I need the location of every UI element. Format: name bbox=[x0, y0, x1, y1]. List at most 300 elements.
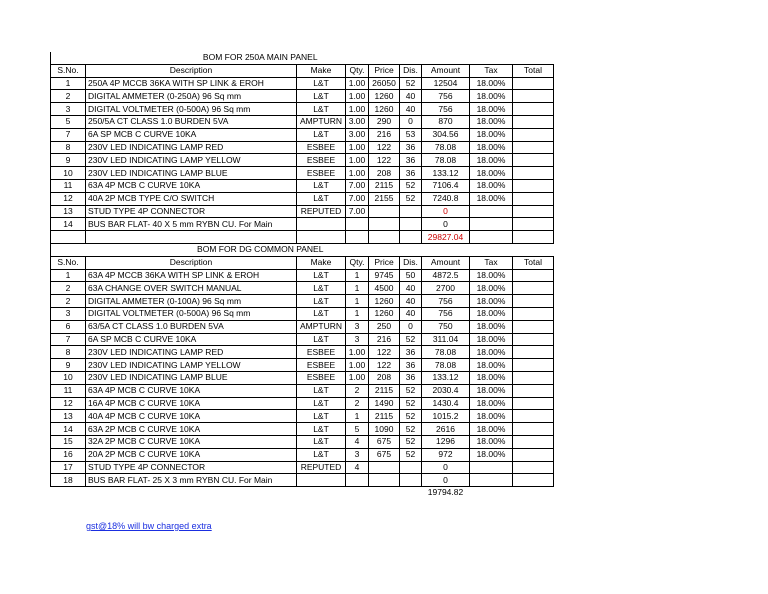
table-cell bbox=[513, 141, 554, 154]
table-cell: 18.00% bbox=[470, 371, 513, 384]
table-cell: 78.08 bbox=[422, 154, 470, 167]
table-cell: 52 bbox=[400, 192, 422, 205]
table-cell: 14 bbox=[51, 423, 86, 436]
table-row bbox=[51, 115, 554, 128]
table-cell bbox=[369, 474, 400, 487]
table-cell bbox=[470, 231, 513, 244]
table-cell: 18.00% bbox=[470, 179, 513, 192]
table-cell: 18.00% bbox=[470, 384, 513, 397]
table-cell: L&T bbox=[297, 384, 346, 397]
table-cell: 3 bbox=[346, 320, 369, 333]
table-cell: 1260 bbox=[369, 295, 400, 308]
table-cell: 4 bbox=[346, 461, 369, 474]
table-cell: 5 bbox=[346, 423, 369, 436]
table-cell: 1490 bbox=[369, 397, 400, 410]
column-header: S.No. bbox=[51, 256, 86, 269]
table-cell: 2700 bbox=[422, 282, 470, 295]
column-header: Price bbox=[369, 256, 400, 269]
table-cell bbox=[513, 359, 554, 372]
table-cell: 18.00% bbox=[470, 423, 513, 436]
table-cell: L&T bbox=[297, 269, 346, 282]
table-cell: 32A 2P MCB C CURVE 10KA bbox=[86, 435, 297, 448]
main-panel-header-row bbox=[51, 64, 554, 77]
table-cell: 9 bbox=[51, 154, 86, 167]
table-cell: 230V LED INDICATING LAMP BLUE bbox=[86, 371, 297, 384]
table-cell bbox=[297, 218, 346, 231]
table-cell: 7.00 bbox=[346, 205, 369, 218]
table-row bbox=[51, 384, 554, 397]
table-cell: DIGITAL AMMETER (0-250A) 96 Sq mm bbox=[86, 90, 297, 103]
main-panel-title-row bbox=[51, 52, 554, 64]
table-cell bbox=[513, 192, 554, 205]
table-cell: 216 bbox=[369, 128, 400, 141]
table-row bbox=[51, 77, 554, 90]
table-cell bbox=[346, 474, 369, 487]
table-cell: 2115 bbox=[369, 410, 400, 423]
table-cell: REPUTED bbox=[297, 461, 346, 474]
table-cell: L&T bbox=[297, 435, 346, 448]
column-header: Total bbox=[513, 256, 554, 269]
table-row bbox=[51, 269, 554, 282]
table-cell: 1.00 bbox=[346, 141, 369, 154]
dg-panel-total: 19794.82 bbox=[427, 487, 464, 498]
main-panel-title: BOM FOR 250A MAIN PANEL bbox=[51, 52, 470, 64]
table-cell: 1090 bbox=[369, 423, 400, 436]
table-cell bbox=[513, 154, 554, 167]
table-cell: 78.08 bbox=[422, 346, 470, 359]
table-cell: 18.00% bbox=[470, 90, 513, 103]
table-cell: 5 bbox=[51, 115, 86, 128]
table-cell: 6A SP MCB C CURVE 10KA bbox=[86, 333, 297, 346]
spacer-cell bbox=[470, 243, 513, 256]
table-row bbox=[51, 397, 554, 410]
table-cell: 230V LED INDICATING LAMP RED bbox=[86, 141, 297, 154]
column-header: S.No. bbox=[51, 64, 86, 77]
table-cell: 78.08 bbox=[422, 141, 470, 154]
table-cell: 1 bbox=[346, 269, 369, 282]
column-header: Make bbox=[297, 64, 346, 77]
table-cell: 18.00% bbox=[470, 269, 513, 282]
table-cell bbox=[513, 103, 554, 116]
table-cell: 0 bbox=[422, 474, 470, 487]
table-cell: 0 bbox=[400, 320, 422, 333]
table-cell: 18.00% bbox=[470, 307, 513, 320]
table-cell: 78.08 bbox=[422, 359, 470, 372]
table-cell: 250/5A CT CLASS 1.0 BURDEN 5VA bbox=[86, 115, 297, 128]
dg-panel-total-row bbox=[51, 487, 554, 499]
bom-table bbox=[50, 52, 554, 499]
table-cell: 1 bbox=[346, 410, 369, 423]
table-cell: 1 bbox=[51, 77, 86, 90]
table-row bbox=[51, 333, 554, 346]
table-cell: 53 bbox=[400, 128, 422, 141]
table-cell: 0 bbox=[422, 461, 470, 474]
table-cell bbox=[400, 461, 422, 474]
table-cell: STUD TYPE 4P CONNECTOR bbox=[86, 205, 297, 218]
table-cell: 230V LED INDICATING LAMP YELLOW bbox=[86, 359, 297, 372]
table-cell: 675 bbox=[369, 448, 400, 461]
table-cell: 18.00% bbox=[470, 128, 513, 141]
table-cell: 10 bbox=[51, 371, 86, 384]
table-cell: 756 bbox=[422, 103, 470, 116]
table-cell: 9 bbox=[51, 359, 86, 372]
table-cell bbox=[297, 487, 346, 499]
table-cell: DIGITAL VOLTMETER (0-500A) 96 Sq mm bbox=[86, 103, 297, 116]
table-cell: 0 bbox=[422, 218, 470, 231]
table-cell: 1 bbox=[346, 307, 369, 320]
table-cell: L&T bbox=[297, 77, 346, 90]
main-panel-total: 29827.04 bbox=[422, 231, 470, 244]
table-cell: 250A 4P MCCB 36KA WITH SP LINK & EROH bbox=[86, 77, 297, 90]
table-cell: 10 bbox=[51, 167, 86, 180]
table-cell: 6 bbox=[51, 320, 86, 333]
table-cell: 2 bbox=[51, 282, 86, 295]
table-cell: 304.56 bbox=[422, 128, 470, 141]
table-row bbox=[51, 371, 554, 384]
table-cell bbox=[513, 218, 554, 231]
table-cell bbox=[513, 371, 554, 384]
main-panel-total-row bbox=[51, 231, 554, 244]
table-cell: 36 bbox=[400, 359, 422, 372]
table-cell: 1.00 bbox=[346, 359, 369, 372]
table-cell: 12 bbox=[51, 192, 86, 205]
table-cell: ESBEE bbox=[297, 141, 346, 154]
table-cell: AMPTURN bbox=[297, 115, 346, 128]
table-cell: 0 bbox=[400, 115, 422, 128]
table-cell: 63A CHANGE OVER SWITCH MANUAL bbox=[86, 282, 297, 295]
table-cell: 18.00% bbox=[470, 410, 513, 423]
table-cell bbox=[346, 487, 369, 499]
table-cell bbox=[400, 474, 422, 487]
table-cell: 18 bbox=[51, 474, 86, 487]
table-cell: 756 bbox=[422, 307, 470, 320]
table-cell: 7.00 bbox=[346, 179, 369, 192]
table-cell: 63A 2P MCB C CURVE 10KA bbox=[86, 423, 297, 436]
table-cell bbox=[400, 231, 422, 244]
table-cell: 52 bbox=[400, 435, 422, 448]
table-cell bbox=[513, 410, 554, 423]
table-row bbox=[51, 295, 554, 308]
table-cell: 18.00% bbox=[470, 333, 513, 346]
table-cell: 0 bbox=[422, 205, 470, 218]
table-cell bbox=[51, 231, 86, 244]
table-cell: 3 bbox=[346, 333, 369, 346]
table-cell: 11 bbox=[51, 179, 86, 192]
table-cell: 13 bbox=[51, 410, 86, 423]
table-cell: 750 bbox=[422, 320, 470, 333]
table-cell: 17 bbox=[51, 461, 86, 474]
table-cell: L&T bbox=[297, 333, 346, 346]
table-cell: 1015.2 bbox=[422, 410, 470, 423]
table-cell bbox=[400, 218, 422, 231]
table-cell bbox=[513, 90, 554, 103]
table-cell: ESBEE bbox=[297, 371, 346, 384]
table-cell: 2 bbox=[51, 295, 86, 308]
column-header: Tax bbox=[470, 256, 513, 269]
table-row bbox=[51, 435, 554, 448]
spacer-cell bbox=[513, 243, 554, 256]
table-cell: 1.00 bbox=[346, 90, 369, 103]
column-header: Qty. bbox=[346, 256, 369, 269]
table-cell: 12 bbox=[51, 397, 86, 410]
table-cell bbox=[513, 307, 554, 320]
table-cell: BUS BAR FLAT- 25 X 3 mm RYBN CU. For Main bbox=[86, 474, 297, 487]
table-row bbox=[51, 141, 554, 154]
table-cell: 2115 bbox=[369, 179, 400, 192]
column-header: Dis. bbox=[400, 256, 422, 269]
table-cell bbox=[513, 474, 554, 487]
table-cell: 40 bbox=[400, 90, 422, 103]
table-cell: 756 bbox=[422, 295, 470, 308]
table-cell: 63A 4P MCB C CURVE 10KA bbox=[86, 179, 297, 192]
table-cell: 18.00% bbox=[470, 77, 513, 90]
table-cell: 40A 4P MCB C CURVE 10KA bbox=[86, 410, 297, 423]
table-cell: 52 bbox=[400, 410, 422, 423]
table-cell: 8 bbox=[51, 141, 86, 154]
table-cell bbox=[513, 487, 554, 499]
table-cell: 1.00 bbox=[346, 77, 369, 90]
table-cell: 18.00% bbox=[470, 154, 513, 167]
table-cell: 52 bbox=[400, 77, 422, 90]
column-header: Price bbox=[369, 64, 400, 77]
table-cell bbox=[513, 448, 554, 461]
table-cell bbox=[513, 384, 554, 397]
table-cell: DIGITAL AMMETER (0-100A) 96 Sq mm bbox=[86, 295, 297, 308]
table-cell bbox=[86, 231, 297, 244]
table-cell: 36 bbox=[400, 371, 422, 384]
table-cell: 133.12 bbox=[422, 371, 470, 384]
table-cell: 2 bbox=[346, 384, 369, 397]
table-cell: 7.00 bbox=[346, 192, 369, 205]
table-row bbox=[51, 359, 554, 372]
table-cell: 11 bbox=[51, 384, 86, 397]
table-cell: 2 bbox=[51, 90, 86, 103]
table-cell: 1430.4 bbox=[422, 397, 470, 410]
table-cell: 3.00 bbox=[346, 115, 369, 128]
table-cell: 40 bbox=[400, 295, 422, 308]
table-cell: AMPTURN bbox=[297, 320, 346, 333]
table-cell: 2030.4 bbox=[422, 384, 470, 397]
table-cell: 3.00 bbox=[346, 128, 369, 141]
table-cell: 18.00% bbox=[470, 346, 513, 359]
table-cell bbox=[470, 461, 513, 474]
table-cell: 16A 4P MCB C CURVE 10KA bbox=[86, 397, 297, 410]
table-cell: 2616 bbox=[422, 423, 470, 436]
table-cell: 2115 bbox=[369, 384, 400, 397]
table-cell: 18.00% bbox=[470, 115, 513, 128]
table-cell: 26050 bbox=[369, 77, 400, 90]
table-cell: 36 bbox=[400, 167, 422, 180]
table-cell: 18.00% bbox=[470, 282, 513, 295]
table-cell bbox=[513, 231, 554, 244]
table-row bbox=[51, 103, 554, 116]
column-header: Amount bbox=[422, 64, 470, 77]
table-cell: 36 bbox=[400, 154, 422, 167]
table-cell: 4500 bbox=[369, 282, 400, 295]
table-row bbox=[51, 154, 554, 167]
table-cell bbox=[346, 231, 369, 244]
table-row bbox=[51, 410, 554, 423]
table-cell: 870 bbox=[422, 115, 470, 128]
table-cell bbox=[513, 77, 554, 90]
table-cell: 63/5A CT CLASS 1.0 BURDEN 5VA bbox=[86, 320, 297, 333]
column-header: Description bbox=[86, 256, 297, 269]
column-header: Description bbox=[86, 64, 297, 77]
column-header: Amount bbox=[422, 256, 470, 269]
column-header: Qty. bbox=[346, 64, 369, 77]
table-cell: L&T bbox=[297, 103, 346, 116]
table-cell: L&T bbox=[297, 282, 346, 295]
table-cell: 2155 bbox=[369, 192, 400, 205]
table-cell: 1 bbox=[346, 295, 369, 308]
table-cell: REPUTED bbox=[297, 205, 346, 218]
table-row bbox=[51, 192, 554, 205]
column-header: Tax bbox=[470, 64, 513, 77]
table-cell: 1.00 bbox=[346, 167, 369, 180]
table-cell bbox=[513, 320, 554, 333]
table-cell bbox=[513, 128, 554, 141]
table-cell: BUS BAR FLAT- 40 X 5 mm RYBN CU. For Main bbox=[86, 218, 297, 231]
table-cell: ESBEE bbox=[297, 167, 346, 180]
table-cell: 52 bbox=[400, 333, 422, 346]
table-cell: 208 bbox=[369, 371, 400, 384]
table-cell: 8 bbox=[51, 346, 86, 359]
table-cell: 18.00% bbox=[470, 103, 513, 116]
table-cell: 12504 bbox=[422, 77, 470, 90]
table-cell: 18.00% bbox=[470, 397, 513, 410]
table-cell bbox=[369, 205, 400, 218]
table-row bbox=[51, 167, 554, 180]
table-cell: 7 bbox=[51, 128, 86, 141]
column-header: Dis. bbox=[400, 64, 422, 77]
table-row bbox=[51, 128, 554, 141]
table-cell: 63A 4P MCB C CURVE 10KA bbox=[86, 384, 297, 397]
table-cell: 50 bbox=[400, 269, 422, 282]
table-cell bbox=[51, 487, 86, 499]
table-cell: L&T bbox=[297, 90, 346, 103]
table-cell bbox=[369, 487, 400, 499]
table-cell: 13 bbox=[51, 205, 86, 218]
table-row bbox=[51, 461, 554, 474]
table-cell: STUD TYPE 4P CONNECTOR bbox=[86, 461, 297, 474]
table-cell bbox=[470, 218, 513, 231]
table-cell: 18.00% bbox=[470, 448, 513, 461]
table-cell: 3 bbox=[51, 103, 86, 116]
table-cell: 122 bbox=[369, 359, 400, 372]
table-row bbox=[51, 320, 554, 333]
table-cell: 216 bbox=[369, 333, 400, 346]
table-cell: 40 bbox=[400, 307, 422, 320]
table-cell: 52 bbox=[400, 384, 422, 397]
column-header: Make bbox=[297, 256, 346, 269]
table-cell: DIGITAL VOLTMETER (0-500A) 96 Sq mm bbox=[86, 307, 297, 320]
table-cell bbox=[369, 231, 400, 244]
table-cell: 1 bbox=[51, 269, 86, 282]
table-cell: 230V LED INDICATING LAMP YELLOW bbox=[86, 154, 297, 167]
table-cell bbox=[297, 231, 346, 244]
table-cell: 230V LED INDICATING LAMP BLUE bbox=[86, 167, 297, 180]
table-cell: 122 bbox=[369, 154, 400, 167]
table-cell: 122 bbox=[369, 346, 400, 359]
table-cell: 6A SP MCB C CURVE 10KA bbox=[86, 128, 297, 141]
table-cell bbox=[400, 487, 422, 499]
table-cell: 16 bbox=[51, 448, 86, 461]
table-cell: 20A 2P MCB C CURVE 10KA bbox=[86, 448, 297, 461]
table-cell bbox=[513, 435, 554, 448]
table-cell bbox=[513, 115, 554, 128]
table-cell: 7106.4 bbox=[422, 179, 470, 192]
table-row bbox=[51, 448, 554, 461]
table-cell bbox=[513, 397, 554, 410]
dg-panel-title: BOM FOR DG COMMON PANEL bbox=[51, 243, 470, 256]
table-cell: ESBEE bbox=[297, 346, 346, 359]
table-cell bbox=[513, 179, 554, 192]
gst-note-link[interactable]: gst@18% will bw charged extra bbox=[86, 521, 212, 531]
table-cell: ESBEE bbox=[297, 154, 346, 167]
table-cell: 40 bbox=[400, 282, 422, 295]
table-cell: 40 bbox=[400, 103, 422, 116]
table-cell bbox=[513, 282, 554, 295]
table-cell: 18.00% bbox=[470, 141, 513, 154]
table-cell: 1 bbox=[346, 282, 369, 295]
table-cell bbox=[513, 423, 554, 436]
table-cell: 36 bbox=[400, 141, 422, 154]
table-cell: 1.00 bbox=[346, 154, 369, 167]
table-cell: 2 bbox=[346, 397, 369, 410]
table-row bbox=[51, 218, 554, 231]
table-row bbox=[51, 90, 554, 103]
table-cell: 290 bbox=[369, 115, 400, 128]
table-cell: 972 bbox=[422, 448, 470, 461]
table-cell bbox=[513, 295, 554, 308]
table-cell: 311.04 bbox=[422, 333, 470, 346]
table-cell: 18.00% bbox=[470, 167, 513, 180]
dg-panel-title-row bbox=[51, 243, 554, 256]
table-cell: 18.00% bbox=[470, 359, 513, 372]
table-cell bbox=[513, 269, 554, 282]
table-cell: 1.00 bbox=[346, 103, 369, 116]
table-cell: 1260 bbox=[369, 307, 400, 320]
bom-sheet bbox=[50, 52, 554, 499]
table-cell: ESBEE bbox=[297, 359, 346, 372]
table-row bbox=[51, 474, 554, 487]
table-cell bbox=[369, 218, 400, 231]
table-cell: 36 bbox=[400, 346, 422, 359]
table-cell bbox=[513, 205, 554, 218]
table-cell: 133.12 bbox=[422, 167, 470, 180]
table-cell: 18.00% bbox=[470, 320, 513, 333]
table-cell: 52 bbox=[400, 397, 422, 410]
table-cell: L&T bbox=[297, 410, 346, 423]
table-cell: 3 bbox=[346, 448, 369, 461]
table-cell: 52 bbox=[400, 179, 422, 192]
table-cell: L&T bbox=[297, 192, 346, 205]
table-cell: L&T bbox=[297, 448, 346, 461]
table-cell: 230V LED INDICATING LAMP RED bbox=[86, 346, 297, 359]
table-cell: 208 bbox=[369, 167, 400, 180]
table-cell: 1296 bbox=[422, 435, 470, 448]
table-cell: 18.00% bbox=[470, 435, 513, 448]
table-cell: 7240.8 bbox=[422, 192, 470, 205]
table-cell: 4 bbox=[346, 435, 369, 448]
table-cell: 7 bbox=[51, 333, 86, 346]
table-cell: 675 bbox=[369, 435, 400, 448]
table-cell: 1.00 bbox=[346, 346, 369, 359]
spacer-cell bbox=[470, 52, 513, 64]
table-cell: 3 bbox=[51, 307, 86, 320]
table-cell: 52 bbox=[400, 423, 422, 436]
table-cell: 756 bbox=[422, 90, 470, 103]
